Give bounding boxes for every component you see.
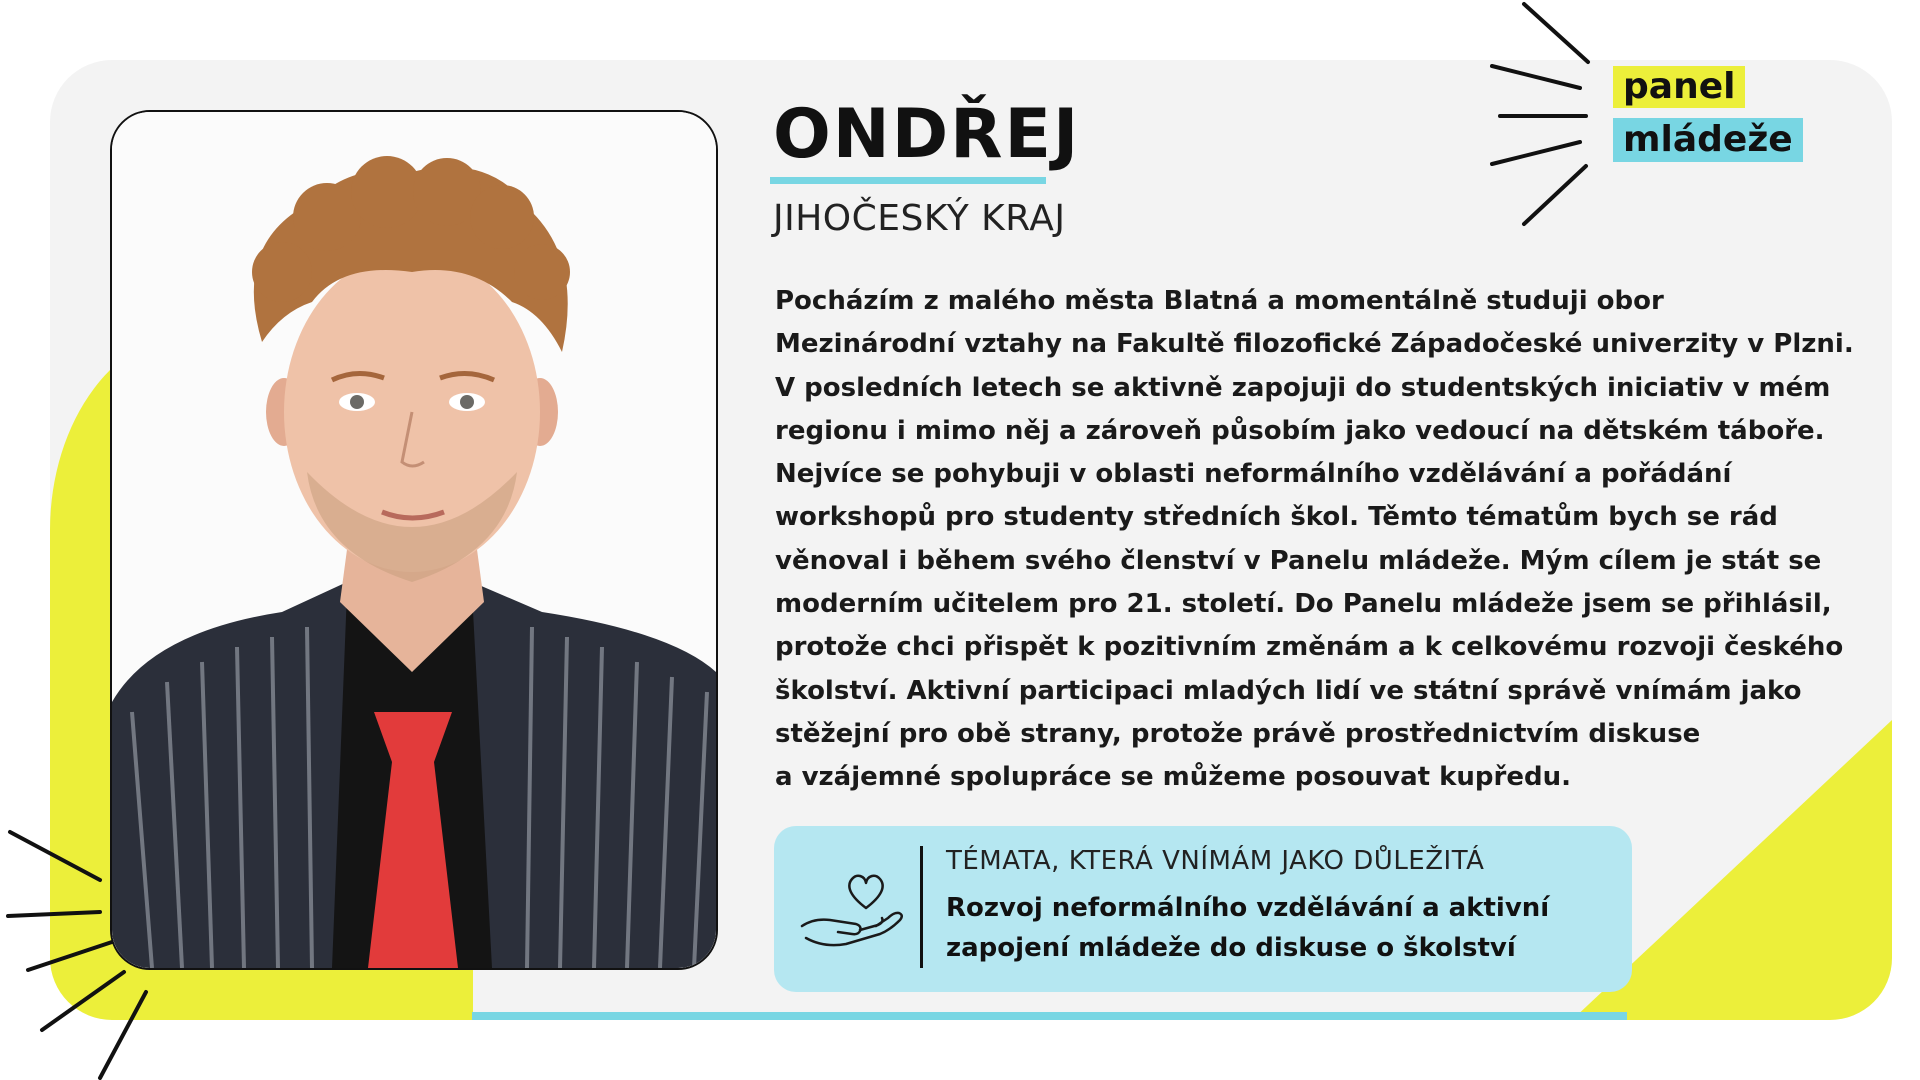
bio-line: stěžejní pro obě strany, protože právě prostřednictvím diskuse <box>775 718 1701 749</box>
bio-line: věnoval i během svého členství v Panelu mládeže. Mým cílem je stát se <box>775 545 1822 576</box>
topics-divider <box>920 846 923 968</box>
bio-line: Mezinárodní vztahy na Fakultě filozofické Západočeské univerzity v Plzni. <box>775 329 1854 360</box>
bio-line: regionu i mimo něj a zároveň působím jako vedoucí na dětském táboře. <box>775 415 1825 446</box>
logo-panel-word: panel <box>1613 66 1745 108</box>
topics-line: zapojení mládeže do diskuse o školství <box>946 933 1516 963</box>
bio-text <box>775 280 1865 800</box>
bio-line: workshopů pro studenty středních škol. Těmto tématům bych se rád <box>775 502 1778 533</box>
topics-box <box>774 826 1632 992</box>
bio-line: moderním učitelem pro 21. století. Do Panelu mládeže jsem se přihlásil, <box>775 589 1832 620</box>
bio-line: protože chci přispět k pozitivním změnám a k celkovému rozvoji českého <box>775 632 1844 663</box>
bio-line: Nejvíce se pohybuji v oblasti neformálního vzdělávání a pořádání <box>775 459 1732 490</box>
bio-line: Pocházím z malého města Blatná a momentálně studuji obor <box>775 286 1664 316</box>
profile-photo <box>110 110 718 970</box>
bio-line: V posledních letech se aktivně zapojuji do studentských iniciativ v mém <box>775 372 1831 403</box>
logo-mladeze-word: mládeže <box>1613 118 1803 162</box>
region-label: JIHOČESKÝ KRAJ <box>773 198 1066 239</box>
bio-line: a vzájemné spolupráce se můžeme posouvat kupředu. <box>775 762 1571 793</box>
bio-line: školství. Aktivní participaci mladých lidí ve státní správě vnímám jako <box>775 675 1802 706</box>
burst-lines-right <box>1480 0 1600 240</box>
person-name: ONDŘEJ <box>773 95 1081 174</box>
name-underline <box>770 177 1046 184</box>
topics-line: Rozvoj neformálního vzdělávání a aktivní <box>946 893 1550 923</box>
heart-in-hand-icon <box>800 868 910 952</box>
cyan-accent-line <box>472 1012 1627 1020</box>
topics-heading: TÉMATA, KTERÁ VNÍMÁM JAKO DŮLEŽITÁ <box>946 846 1485 876</box>
topics-text <box>946 888 1606 968</box>
